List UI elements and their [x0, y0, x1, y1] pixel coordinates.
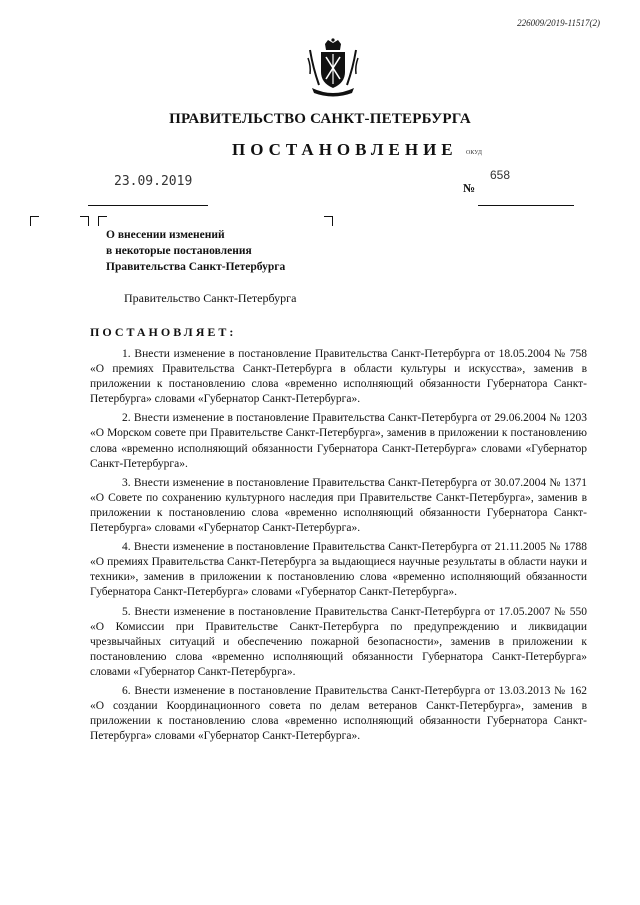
- body-paragraph: 6. Внести изменение в постановление Правительства Санкт-Петербурга от 13.03.2013 № 162 «О создании Координационного совета по делам ветеранов Санкт-Петербурга», заменив в приложении к постановлению слова «временно исполняющий обязанности Губернатора Санкт-Петербурга» словами «Губернатор Санкт-Петербурга».: [90, 684, 587, 743]
- document-type-title: ПОСТАНОВЛЕНИЕ: [232, 140, 458, 159]
- number-label: №: [463, 181, 476, 195]
- government-title: ПРАВИТЕЛЬСТВО САНКТ-ПЕТЕРБУРГА: [169, 111, 471, 127]
- document-subject: [106, 227, 285, 275]
- body-paragraph: 4. Внести изменение в постановление Правительства Санкт-Петербурга от 21.11.2005 № 1788 «О премиях Правительства Санкт-Петербурга за выдающиеся научные результаты в области науки и техники», заменив в приложении к постановлению слова «временно исполняющий обязанности Губернатора Санкт-Петербурга» словами «Губернатор Санкт-Петербурга».: [90, 541, 587, 599]
- coat-of-arms-emblem: [306, 38, 360, 98]
- okud-label: ОКУД: [466, 150, 482, 156]
- subject-line: в некоторые постановления: [106, 245, 252, 257]
- corner-mark: [98, 216, 107, 226]
- body-paragraph: 1. Внести изменение в постановление Правительства Санкт-Петербурга от 18.05.2004 № 758 «О премиях Правительства Санкт-Петербурга в области культуры и искусства», заменив в приложении к постановлению слова «временно исполняющий обязанности Губернатора Санкт-Петербурга» словами «Губернатор Санкт-Петербурга».: [90, 348, 587, 406]
- body-paragraph: 2. Внести изменение в постановление Правительства Санкт-Петербурга от 29.06.2004 № 1203 «О Морском совете при Правительстве Санкт-Петербурга», заменив в приложении к постановлению слова «временно исполняющий обязанности Губернатора Санкт-Петербурга» словами «Губернатор Санкт-Петербурга».: [90, 412, 587, 470]
- body-paragraph: 3. Внести изменение в постановление Правительства Санкт-Петербурга от 30.07.2004 № 1371 «О Совете по сохранению культурного наследия при Правительстве Санкт-Петербурга», заменив в приложении к постановлению слова «временно исполняющий обязанности Губернатора Санкт-Петербурга» словами «Губернатор Санкт-Петербурга».: [90, 476, 587, 535]
- date-underline: [88, 186, 208, 206]
- number-underline: [478, 186, 574, 206]
- corner-mark: [30, 216, 39, 226]
- decree-word: ПОСТАНОВЛЯЕТ:: [90, 325, 237, 339]
- document-registration-number: 226009/2019-11517(2): [517, 18, 600, 28]
- subject-line: О внесении изменений: [106, 229, 225, 241]
- subject-line: Правительства Санкт-Петербурга: [106, 261, 286, 273]
- issuer: Правительство Санкт-Петербурга: [124, 291, 297, 305]
- document-body: [90, 347, 587, 748]
- document-number: 658: [490, 168, 511, 182]
- document-date: 23.09.2019: [114, 174, 193, 189]
- corner-mark: [324, 216, 333, 226]
- body-paragraph: 5. Внести изменение в постановление Правительства Санкт-Петербурга от 17.05.2007 № 550 «О Комиссии при Правительстве Санкт-Петербурга по предупреждению и ликвидации чрезвычайных ситуаций и обеспечению пожарной безопасности», заменив в приложении к постановлению слова «временно исполняющий обязанности Губернатора Санкт-Петербурга» словами «Губернатор Санкт-Петербурга».: [90, 605, 587, 678]
- corner-mark: [80, 216, 89, 226]
